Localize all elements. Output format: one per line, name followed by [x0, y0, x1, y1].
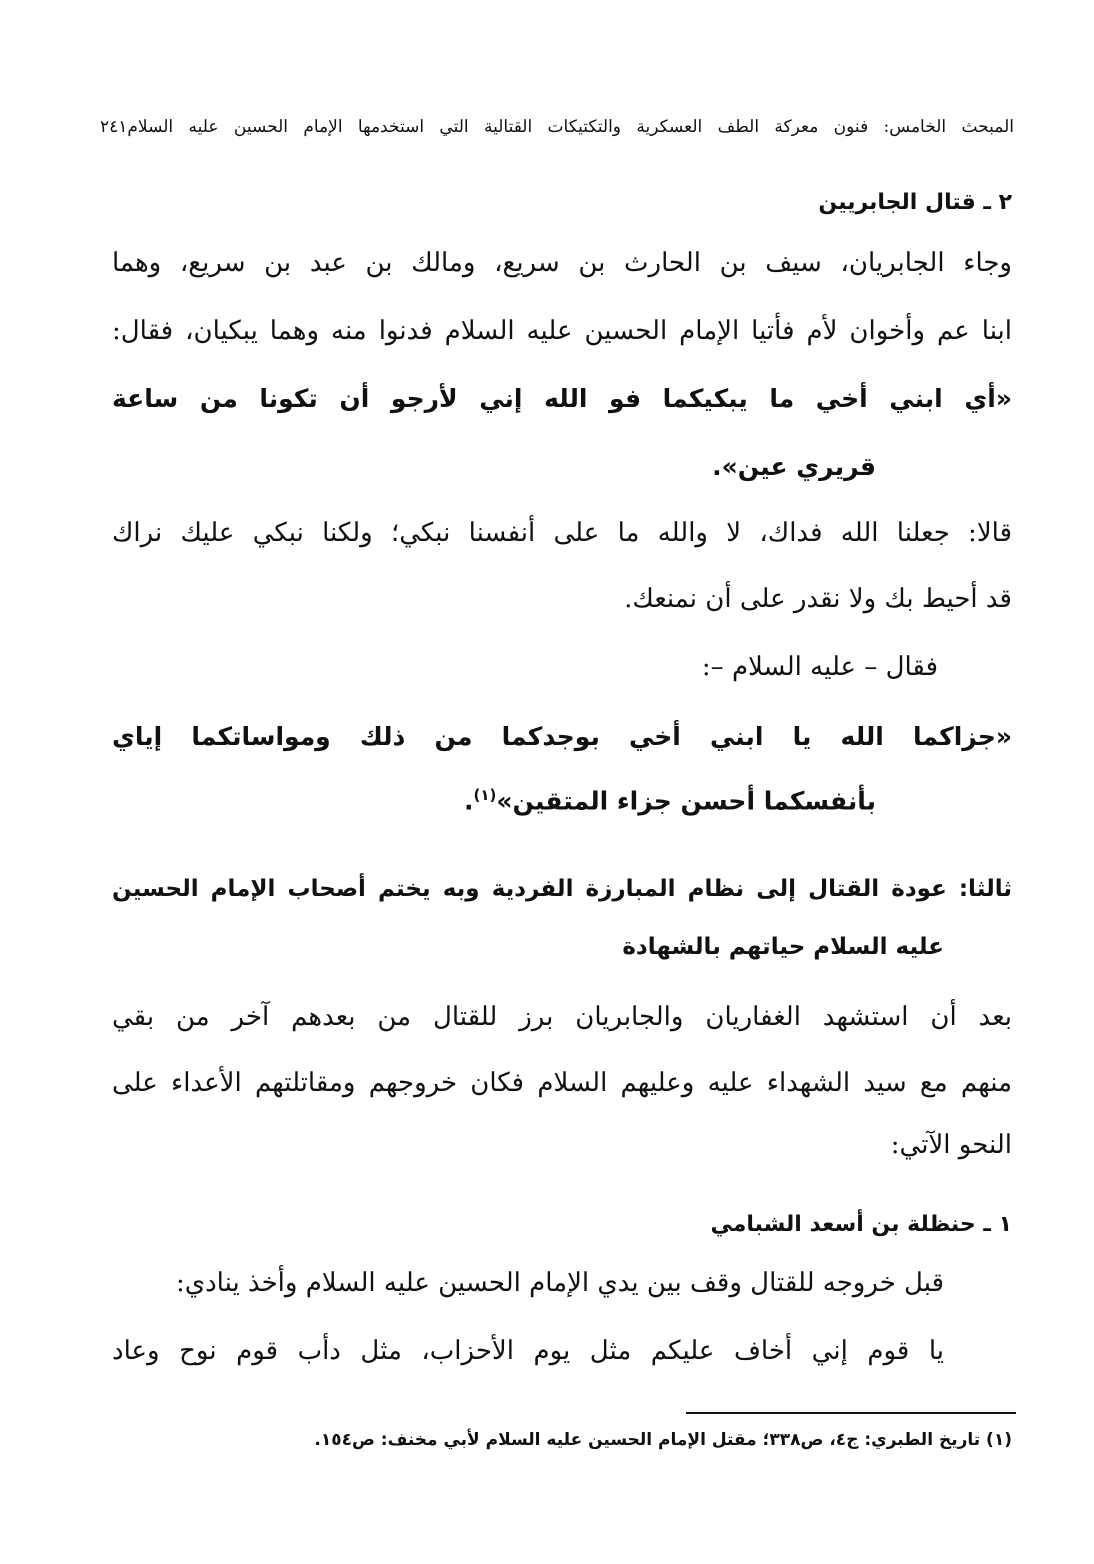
- quote-line: قريري عين».: [712, 452, 876, 481]
- footnote: (١) تاريخ الطبري: ج٤، ص٣٣٨؛ مقتل الإمام الحسين عليه السلام لأبي مخنف: ص١٥٤.: [314, 1430, 1012, 1450]
- paragraph-line: ابنا عم وأخوان لأم فأتيا الإمام الحسين عليه السلام فدنوا منه وهما يبكيان، فقال:: [112, 316, 1012, 346]
- page-number: ٢٤١: [100, 117, 128, 137]
- paragraph-line: قبل خروجه للقتال وقف بين يدي الإمام الحسين عليه السلام وأخذ ينادي:: [175, 1268, 944, 1298]
- running-header: [100, 117, 1014, 137]
- quote-line: «أي ابني أخي ما يبكيكما فو الله إني لأرجو أن تكونا من ساعة: [112, 384, 1012, 413]
- quote-text: بأنفسكما أحسن جزاء المتقين»: [496, 786, 876, 816]
- subheading-hanzala: ١ ـ حنظلة بن أسعد الشبامي: [710, 1212, 1012, 1237]
- paragraph-line: قد أحيط بك ولا نقدر على أن نمنعك.: [624, 584, 1012, 614]
- quote-end: .: [464, 786, 474, 816]
- paragraph-line: فقال – عليه السلام –:: [701, 652, 938, 682]
- paragraph-line: يا قوم إني أخاف عليكم مثل يوم الأحزاب، مثل دأب قوم نوح وعاد: [112, 1336, 944, 1366]
- paragraph-line: وجاء الجابريان، سيف بن الحارث بن سريع، ومالك بن عبد بن سريع، وهما: [112, 248, 1012, 278]
- paragraph-line: منهم مع سيد الشهداء عليه وعليهم السلام فكان خروجهم ومقاتلتهم الأعداء على: [112, 1068, 1012, 1098]
- section-heading-line: عليه السلام حياتهم بالشهادة: [622, 934, 944, 960]
- header-title: المبحث الخامس: فنون معركة الطف العسكرية والتكتيكات القتالية التي استخدمها الإمام الحسين عليه السلام: [127, 117, 1014, 137]
- paragraph-line: النحو الآتي:: [890, 1130, 1012, 1160]
- subheading-jabiriyyin: ٢ ـ قتال الجابريين: [818, 190, 1012, 215]
- quote-line: «جزاكما الله يا ابني أخي بوجدكما من ذلك ومواساتكما إياي: [112, 722, 1012, 751]
- footnote-reference: (١): [473, 786, 497, 804]
- paragraph-line: قالا: جعلنا الله فداك، لا والله ما على أنفسنا نبكي؛ ولكنا نبكي عليك نراك: [112, 518, 1012, 548]
- section-heading-line: ثالثا: عودة القتال إلى نظام المبارزة الفردية وبه يختم أصحاب الإمام الحسين: [112, 876, 1012, 902]
- footnote-separator: [686, 1412, 1016, 1414]
- paragraph-line: بعد أن استشهد الغفاريان والجابريان برز للقتال من بعدهم آخر من بقي: [112, 1002, 1012, 1032]
- quote-line: [464, 786, 876, 815]
